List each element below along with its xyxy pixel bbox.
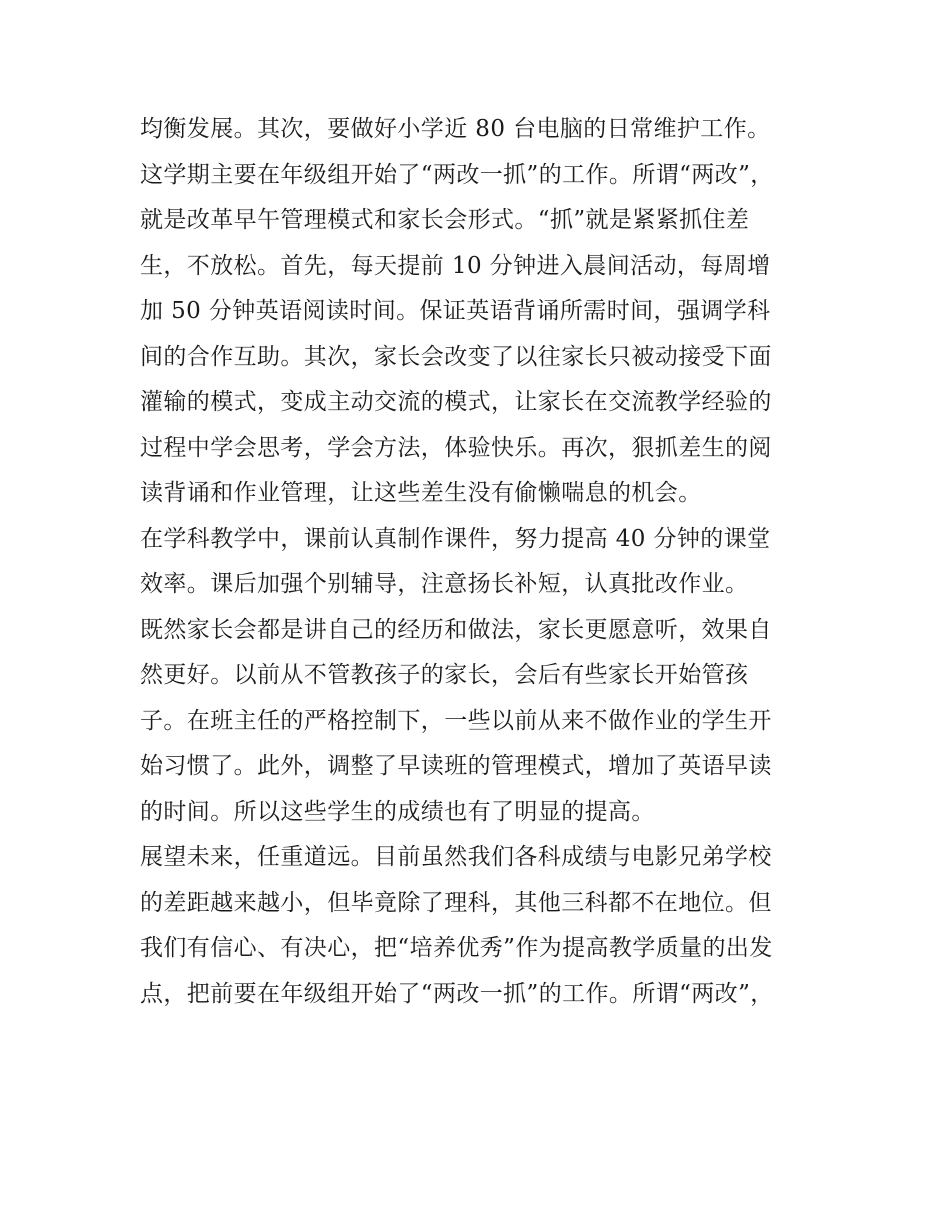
text-line: 加 50 分钟英语阅读时间。保证英语背诵所需时间，强调学科 <box>140 298 771 324</box>
text-line: 过程中学会思考，学会方法，体验快乐。再次，狠抓差生的阅 <box>140 434 772 461</box>
text-line: 读背诵和作业管理，让这些差生没有偷懒喘息的机会。 <box>140 480 702 506</box>
text-line: 始习惯了。此外，调整了早读班的管理模式，增加了英语早读 <box>140 753 772 779</box>
text-line: 灌输的模式，变成主动交流的模式，让家长在交流教学经验的 <box>140 389 772 415</box>
text-line: 生，不放松。首先，每天提前 10 分钟进入晨间活动，每周增 <box>140 252 771 279</box>
text-line: 子。在班主任的严格控制下，一些以前从来不做作业的学生开 <box>140 707 772 734</box>
text-line: 就是改革早午管理模式和家长会形式。“抓”就是紧紧抓住差 <box>140 207 750 233</box>
text-line: 然更好。以前从不管教孩子的家长，会后有些家长开始管孩 <box>140 662 749 688</box>
text-line: 的差距越来越小，但毕竟除了理科，其他三科都不在地位。但 <box>140 889 772 916</box>
text-line: 在学科教学中，课前认真制作课件，努力提高 40 分钟的课堂 <box>140 525 771 552</box>
text-line: 的时间。所以这些学生的成绩也有了明显的提高。 <box>140 798 655 825</box>
text-line: 均衡发展。其次，要做好小学近 80 台电脑的日常维护工作。 <box>140 116 771 142</box>
text-line: 点，把前要在年级组开始了“两改一抓”的工作。所谓“两改”， <box>140 980 774 1007</box>
text-line: 我们有信心、有决心，把“培养优秀”作为提高教学质量的出发 <box>140 935 773 961</box>
body-text <box>140 107 830 1017</box>
text-line: 展望未来，任重道远。目前虽然我们各科成绩与电影兄弟学校 <box>140 844 772 870</box>
text-line: 既然家长会都是讲自己的经历和做法，家长更愿意听，效果自 <box>140 616 772 643</box>
text-line: 这学期主要在年级组开始了“两改一抓”的工作。所谓“两改”， <box>140 161 774 188</box>
text-line: 间的合作互助。其次，家长会改变了以往家长只被动接受下面 <box>140 343 772 370</box>
text-line: 效率。课后加强个别辅导，注意扬长补短，认真批改作业。 <box>140 571 749 597</box>
